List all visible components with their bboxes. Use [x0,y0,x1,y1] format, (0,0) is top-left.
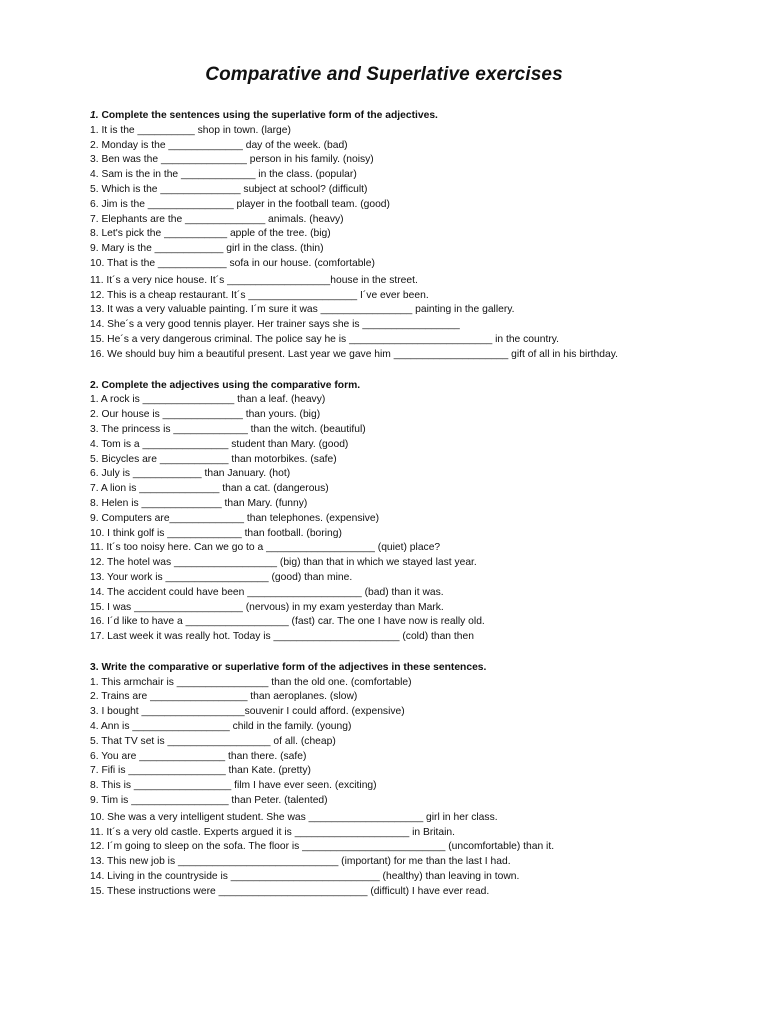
exercise-item: 3. I bought __________________souvenir I could afford. (expensive) [90,706,405,718]
section-3-heading-text: Write the comparative or superlative form of the adjectives in these sentences. [98,661,487,673]
section-1-heading-text: Complete the sentences using the superlative form of the adjectives. [98,110,438,121]
exercise-item: 6. July is ____________ than January. (hot) [90,468,291,480]
section-3-heading [90,661,668,676]
exercise-item: 12. I´m going to sleep on the sofa. The floor is _________________________ (uncomfortable) than it. [90,841,555,853]
section-1-heading [90,109,668,124]
exercise-item: 7. A lion is ______________ than a cat. (dangerous) [90,483,329,495]
exercise-item: 14. She´s a very good tennis player. Her trainer says she is _________________ [90,319,460,331]
exercise-item: 3. Ben was the _______________ person in his family. (noisy) [90,154,374,166]
exercise-item: 9. Computers are_____________ than telephones. (expensive) [90,512,380,524]
exercise-item: 15. These instructions were __________________________ (difficult) I have ever read. [90,885,490,897]
exercise-item: 16. I´d like to have a __________________ (fast) car. The one I have now is really old. [90,616,485,628]
exercise-item: 12. This is a cheap restaurant. It´s ___________________ I´ve ever been. [90,289,429,301]
exercise-item: 2. Monday is the _____________ day of the week. (bad) [90,139,348,151]
exercise-item: 14. Living in the countryside is __________________________ (healthy) than leaving in town. [90,871,520,883]
section-2 [90,379,668,645]
exercise-item: 3. The princess is _____________ than the witch. (beautiful) [90,423,366,435]
exercise-item: 12. The hotel was __________________ (big) than that in which we stayed last year. [90,557,477,569]
exercise-item: 15. He´s a very dangerous criminal. The police say he is _________________________ in the country. [90,333,560,345]
exercise-item: 11. It´s a very nice house. It´s __________________house in the street. [90,274,418,286]
section-3-items [90,676,668,900]
exercise-item: 8. Let's pick the ___________ apple of the tree. (big) [90,228,331,240]
exercise-item: 8. Helen is ______________ than Mary. (funny) [90,497,308,509]
section-1 [90,109,668,363]
exercise-item: 6. Jim is the _______________ player in the football team. (good) [90,198,390,210]
page-title: Comparative and Superlative exercises [205,64,563,85]
section-2-heading-text: Complete the adjectives using the comparative form. [98,379,361,391]
exercise-item: 7. Fifi is _________________ than Kate. (pretty) [90,765,311,777]
exercise-item: 9. Mary is the ____________ girl in the class. (thin) [90,243,324,255]
exercise-item: 2. Our house is ______________ than yours. (big) [90,409,321,421]
section-3-number: 3. [90,661,99,673]
exercise-item: 10. That is the ____________ sofa in our house. (comfortable) [90,257,375,269]
section-3 [90,661,668,900]
exercise-item: 7. Elephants are the ______________ animals. (heavy) [90,213,344,225]
exercise-item: 16. We should buy him a beautiful present. Last year we gave him ____________________ gift of all in his birthday. [90,348,618,360]
exercise-item: 1. It is the __________ shop in town. (large) [90,124,291,136]
exercise-item: 17. Last week it was really hot. Today is ______________________ (cold) than then [90,631,474,643]
exercise-item: 9. Tim is _________________ than Peter. (talented) [90,795,328,807]
exercise-item: 6. You are _______________ than there. (safe) [90,750,307,762]
exercise-item: 2. Trains are _________________ than aeroplanes. (slow) [90,691,358,703]
exercise-item: 8. This is _________________ film I have ever seen. (exciting) [90,780,377,792]
exercise-item: 1. A rock is ________________ than a leaf. (heavy) [90,394,326,406]
exercise-item: 5. That TV set is __________________ of all. (cheap) [90,735,336,747]
exercise-item: 5. Which is the ______________ subject at school? (difficult) [90,183,368,195]
section-2-heading [90,379,668,394]
exercise-item: 5. Bicycles are ____________ than motorbikes. (safe) [90,453,337,465]
section-1-items [90,124,668,363]
exercise-item: 11. It´s too noisy here. Can we go to a ___________________ (quiet) place? [90,542,441,554]
exercise-item: 10. I think golf is _____________ than football. (boring) [90,527,342,539]
exercise-item: 1. This armchair is ________________ than the old one. (comfortable) [90,676,412,688]
exercise-item: 15. I was ___________________ (nervous) in my exam yesterday than Mark. [90,601,444,613]
section-2-number: 2. [90,379,99,391]
exercise-item: 4. Sam is the in the _____________ in the class. (popular) [90,169,357,181]
exercise-item: 14. The accident could have been ____________________ (bad) than it was. [90,586,444,598]
exercise-item: 13. It was a very valuable painting. I´m sure it was ________________ painting in the gallery. [90,304,515,316]
exercise-item: 11. It´s a very old castle. Experts argued it is ____________________ in Britain. [90,826,456,838]
exercise-item: 13. Your work is __________________ (good) than mine. [90,571,353,583]
exercise-item: 4. Ann is _________________ child in the family. (young) [90,721,352,733]
exercise-item: 4. Tom is a _______________ student than Mary. (good) [90,438,349,450]
exercise-item: 13. This new job is ____________________________ (important) for me than the last I had. [90,856,511,868]
exercise-item: 10. She was a very intelligent student. She was ____________________ girl in her class. [90,811,498,823]
section-1-number: 1. [90,110,99,121]
section-2-items [90,393,668,645]
